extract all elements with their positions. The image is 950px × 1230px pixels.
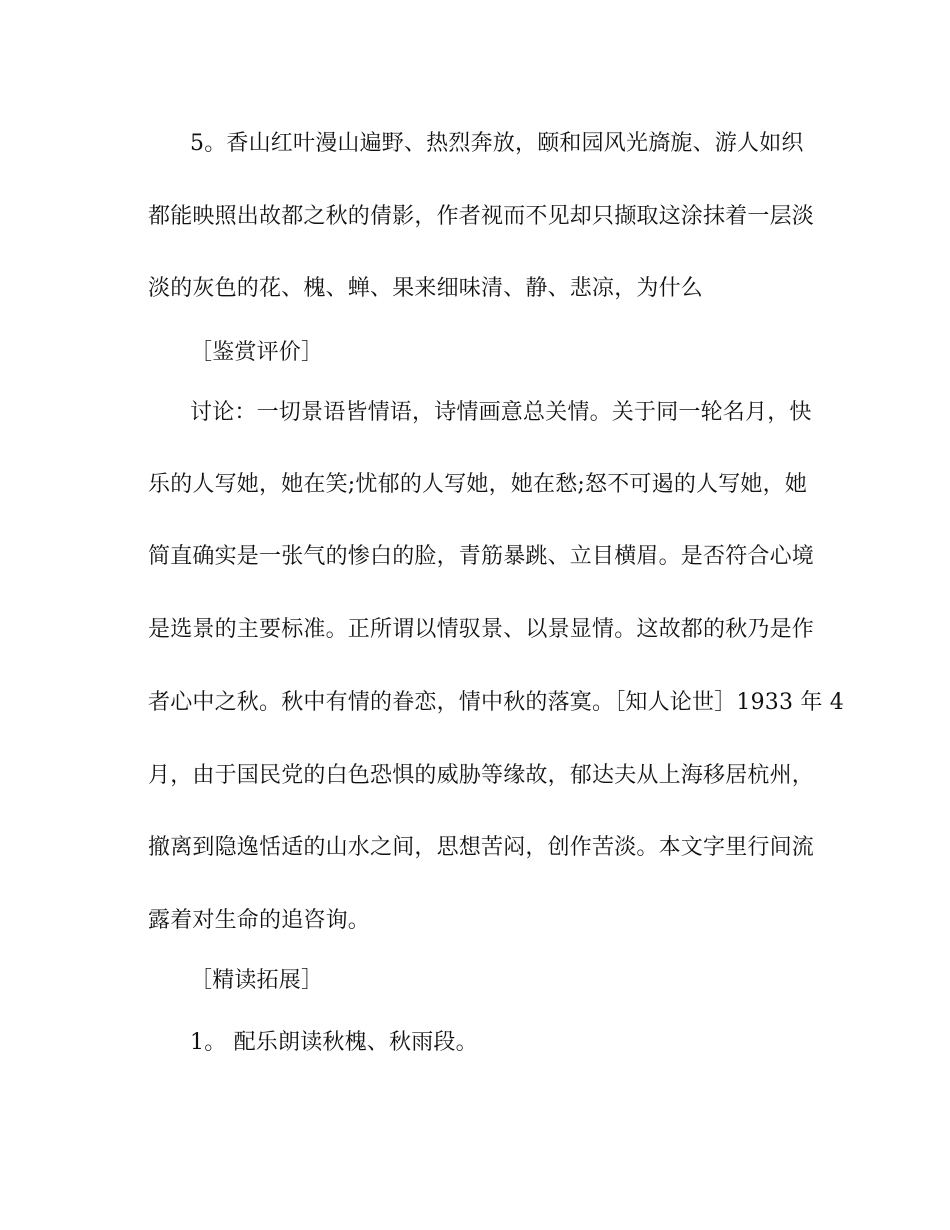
list-item-1: 1。 配乐朗读秋槐、秋雨段。 xyxy=(190,1030,478,1055)
paragraph-question-5-line-2: 都能映照出故都之秋的倩影，作者视而不见却只撷取这涂抹着一层淡 xyxy=(148,204,815,229)
paragraph-discussion-line-3: 简直确实是一张气的惨白的脸，青筋暴跳、立目横眉。是否符合心境 xyxy=(148,544,815,569)
paragraph-discussion-line-4: 是选景的主要标准。正所谓以情驭景、以景显情。这故都的秋乃是作 xyxy=(148,617,815,642)
paragraph-discussion-line-5: 者心中之秋。秋中有情的眷恋，情中秋的落寞。［知人论世］1933 年 4 xyxy=(148,690,844,715)
paragraph-question-5-line-3: 淡的灰色的花、槐、蝉、果来细味清、静、悲凉，为什么 xyxy=(148,276,704,301)
paragraph-discussion-line-6: 月，由于国民党的白色恐惧的威胁等缘故，郁达夫从上海移居杭州， xyxy=(148,763,815,788)
paragraph-discussion-line-8: 露着对生命的追咨询。 xyxy=(148,908,371,933)
paragraph-question-5-line-1: 5。香山红叶漫山遍野、热烈奔放，颐和园风光旖旎、游人如织 xyxy=(190,131,804,156)
section-heading-appreciation: ［鉴赏评价］ xyxy=(190,340,324,365)
section-heading-extended-reading: ［精读拓展］ xyxy=(190,968,324,993)
paragraph-discussion-line-7: 撤离到隐逸恬适的山水之间，思想苦闷，创作苦淡。本文字里行间流 xyxy=(148,835,815,860)
paragraph-discussion-line-1: 讨论：一切景语皆情语，诗情画意总关情。关于同一轮名月，快 xyxy=(190,400,812,425)
paragraph-discussion-line-2: 乐的人写她，她在笑;忧郁的人写她，她在愁;怒不可遏的人写她，她 xyxy=(148,472,808,497)
